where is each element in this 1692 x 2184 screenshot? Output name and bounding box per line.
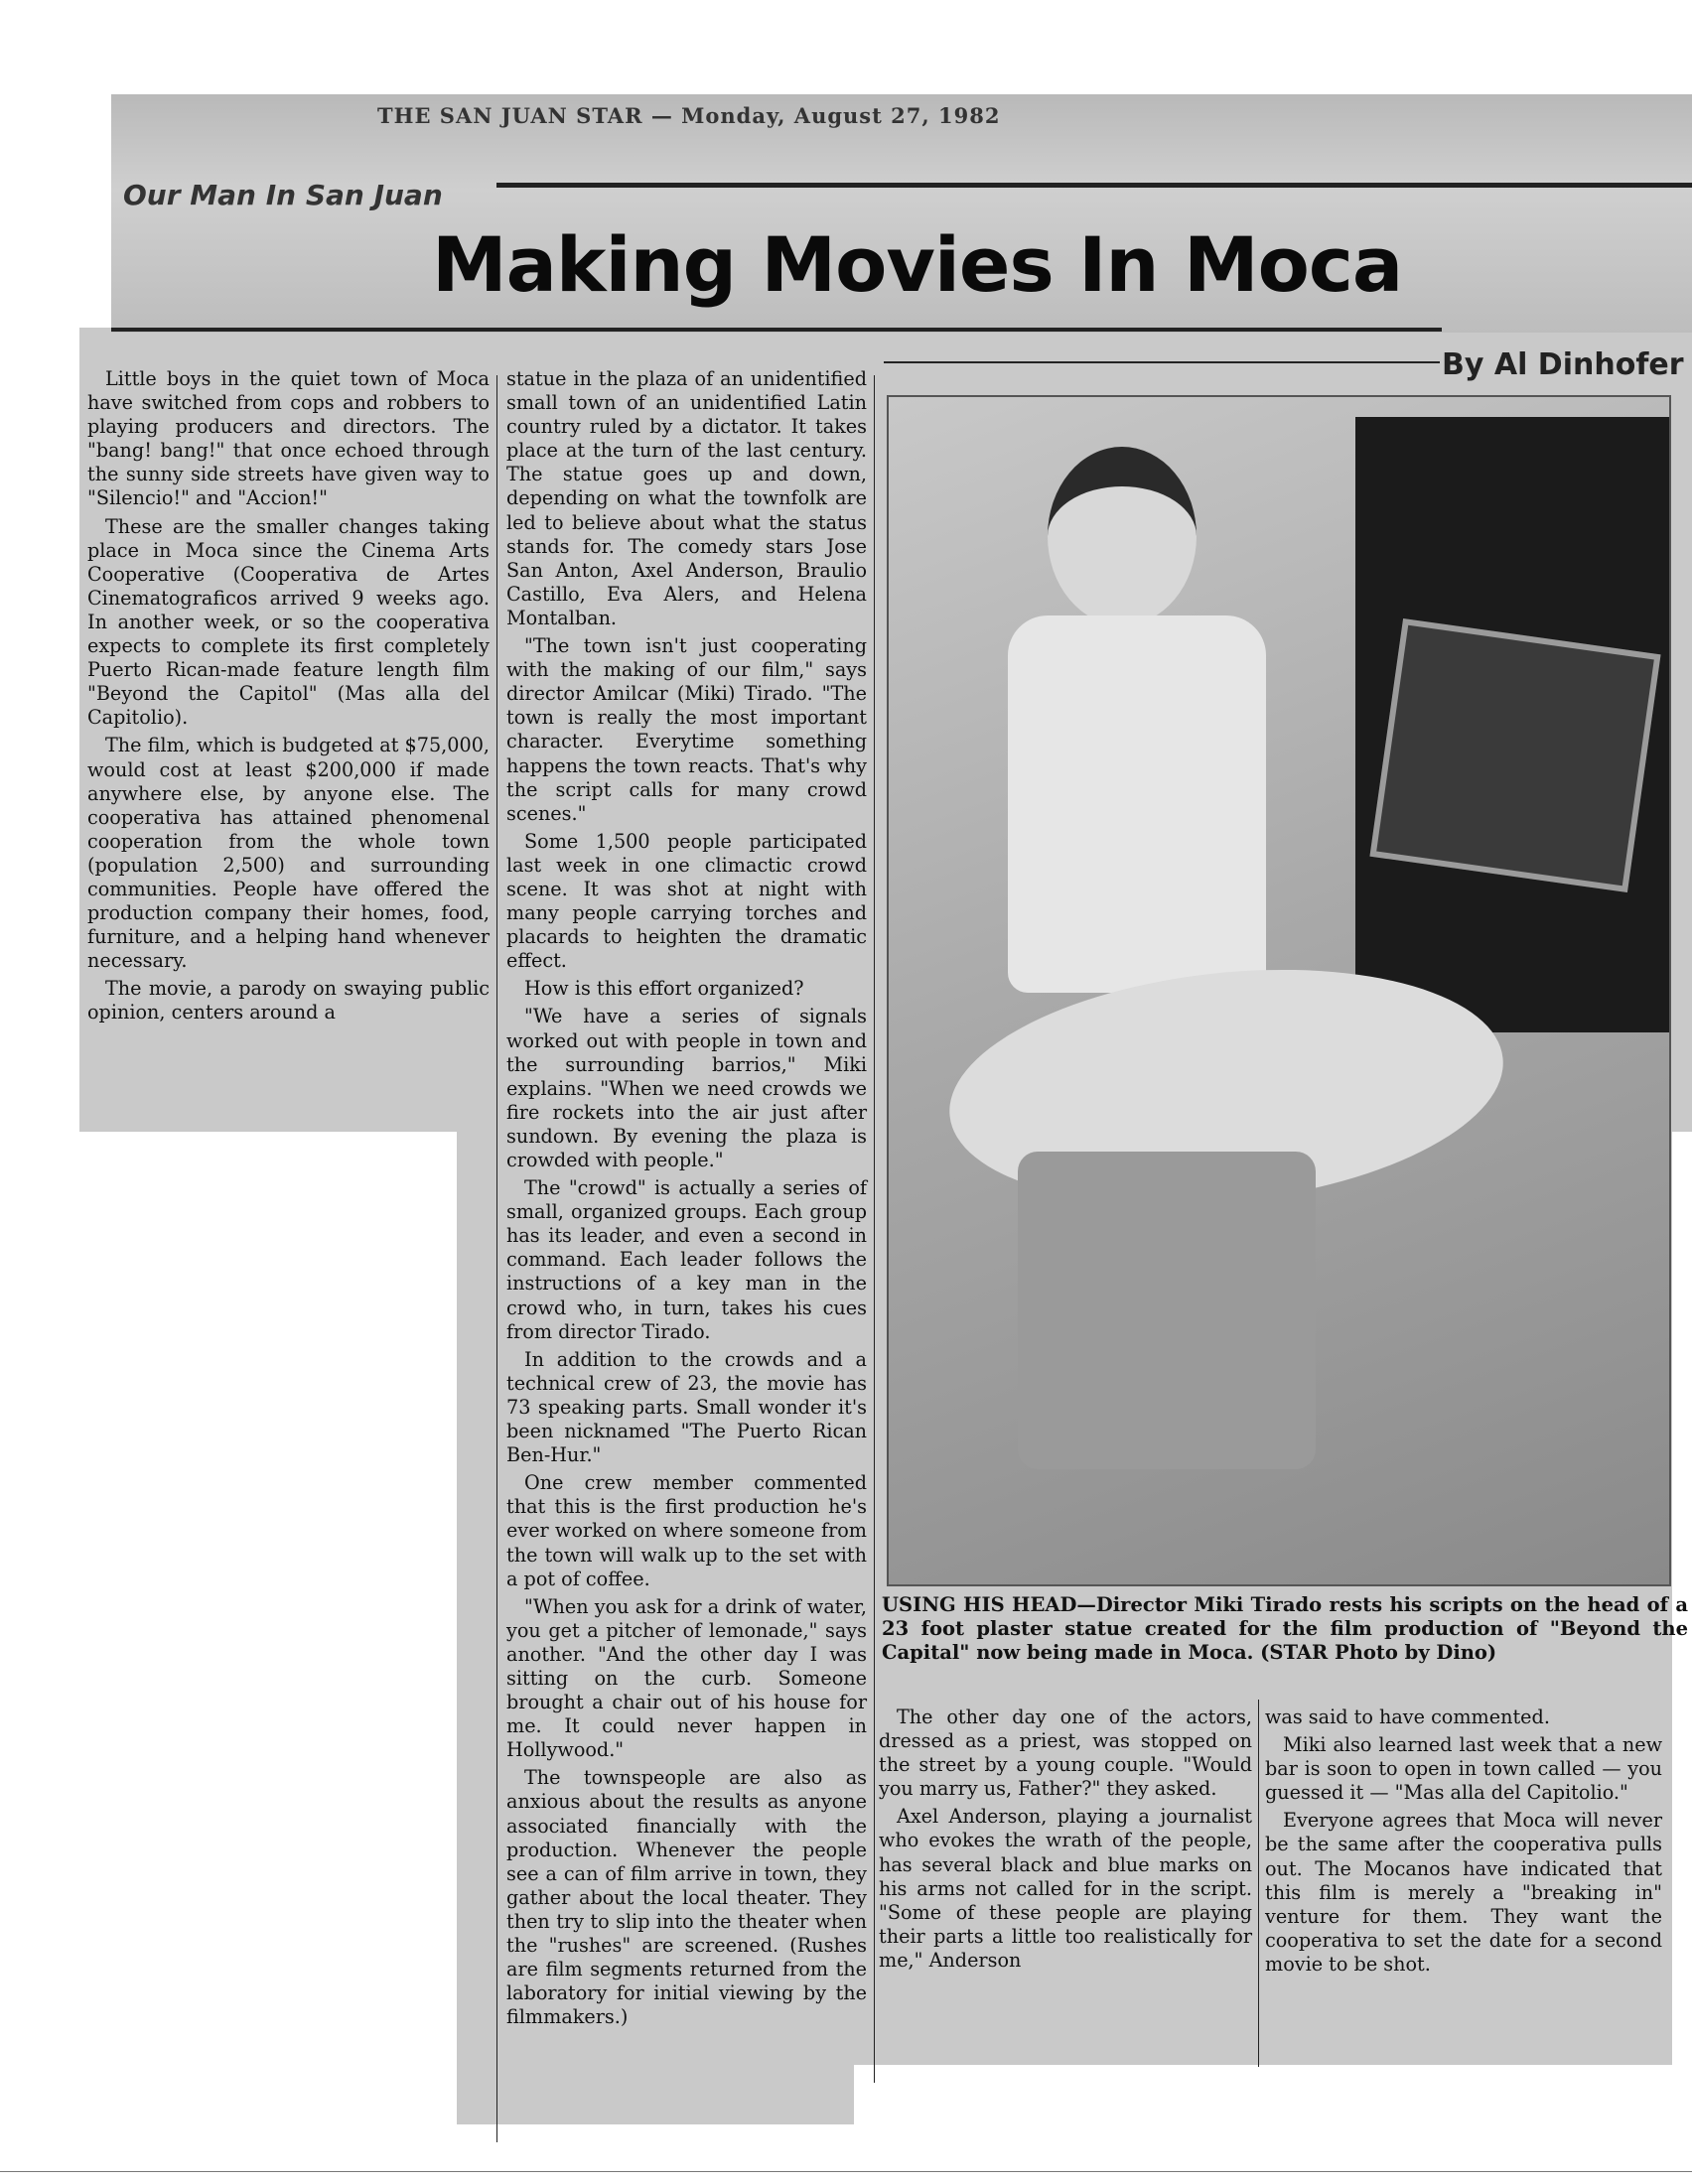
article-column-4 (1265, 1706, 1662, 1980)
kicker-rule (496, 183, 1692, 188)
photo-director-legs (1018, 1152, 1316, 1469)
paragraph: "We have a series of signals worked out with people in town and the surrounding barrios," Miki explains. "When we need crowds we fire rockets into the air just after sundown. By evening the plaza is crowded with people." (506, 1005, 867, 1171)
paragraph: "When you ask for a drink of water, you get a pitcher of lemonade," says another. "And the other day I was sitting on the curb. Someone brought a chair out of his house for me. It could never happen in Hollywood." (506, 1594, 867, 1762)
article-photo (887, 395, 1671, 1586)
photo-caption: USING HIS HEAD—Director Miki Tirado rests his scripts on the head of a 23 foot plaster statue created for the film production of "Beyond the Capital" now being made in Moca. (STAR Photo by Dino) (882, 1593, 1688, 1664)
paragraph: The movie, a parody on swaying public opinion, centers around a (87, 977, 490, 1024)
article-column-3 (879, 1706, 1252, 1977)
scan-bottom-line (0, 2171, 1692, 2172)
paragraph: The "crowd" is actually a series of small, organized groups. Each group has its leader, and even a second in command. Each leader follows the instructions of a key man in the crowd who, in turn, takes his cues from director Tirado. (506, 1176, 867, 1343)
paragraph: Everyone agrees that Moca will never be the same after the cooperativa pulls out. The Mocanos have indicated that this film is merely a "breaking in" venture for them. They want the cooperativa to set the date for a second movie to be shot. (1265, 1809, 1662, 1976)
paragraph: statue in the plaza of an unidentified small town of an unidentified Latin country ruled by a dictator. It takes place at the turn of the last century. The statue goes up and down, depending on what the townfolk are led to believe about what the status stands for. The comedy stars Jose San Anton, Axel Anderson, Braulio Castillo, Eva Alers, and Helena Montalban. (506, 367, 867, 629)
byline-rule (884, 361, 1440, 363)
paragraph: The film, which is budgeted at $75,000, would cost at least $200,000 if made anywhere else, by anyone else. The cooperativa has attained phenomenal cooperation from the whole town (population 2,500) and surrounding communities. People have offered the production company their homes, food, furniture, and a helping hand whenever necessary. (87, 734, 490, 973)
masthead: THE SAN JUAN STAR — Monday, August 27, 1982 (377, 103, 1001, 128)
paragraph: Little boys in the quiet town of Moca have switched from cops and robbers to playing producers and directors. The "bang! bang!" that once echoed through the sunny side streets have given way to "Silencio!" and "Accion!" (87, 367, 490, 510)
article-column-1 (87, 367, 490, 1029)
paragraph: was said to have commented. (1265, 1706, 1550, 1728)
paragraph: Miki also learned last week that a new bar is soon to open in town called — you guessed it — "Mas alla del Capitolio." (1265, 1733, 1662, 1805)
paragraph: Some 1,500 people participated last week in one climactic crowd scene. It was shot at night with many people carrying torches and placards to heighten the dramatic effect. (506, 829, 867, 973)
paragraph: "The town isn't just cooperating with the making of our film," says director Amilcar (Miki) Tirado. "The town is really the most important character. Everytime something happens the town reacts. That's why the script calls for many crowd scenes." (506, 634, 867, 825)
headline-rule (111, 328, 1442, 332)
paragraph: One crew member commented that this is the first production he's ever worked on where someone from the town will walk up to the set with a pot of coffee. (506, 1471, 867, 1590)
byline: By Al Dinhofer (1442, 347, 1684, 382)
column-divider-1 (496, 375, 497, 2142)
paragraph: How is this effort organized? (524, 977, 804, 1001)
photo-director-head (1048, 447, 1197, 625)
headline: Making Movies In Moca (432, 220, 1403, 309)
clipping-col2-tail (457, 2055, 854, 2124)
paragraph: The other day one of the actors, dressed as a priest, was stopped on the street by a young couple. "Would you marry us, Father?" they asked. (879, 1706, 1252, 1801)
column-divider-3 (1258, 1700, 1259, 2067)
photo-director-torso (1008, 615, 1266, 993)
column-kicker: Our Man In San Juan (123, 179, 443, 211)
photo-picture-frame (1369, 618, 1660, 892)
column-divider-2 (874, 375, 875, 2083)
paragraph: In addition to the crowds and a technical crew of 23, the movie has 73 speaking parts. Small wonder it's been nicknamed "The Puerto Rican Ben-Hur." (506, 1347, 867, 1467)
paragraph: These are the smaller changes taking place in Moca since the Cinema Arts Cooperative (Cooperativa de Artes Cinematograficos arrived 9 weeks ago. In another week, or so the cooperativa expects to complete its first completely Puerto Rican-made feature length film "Beyond the Capitol" (Mas alla del Capitolio). (87, 514, 490, 730)
paragraph: The townspeople are also as anxious about the results as anyone associated financially with the production. Whenever the people see a can of film arrive in town, they gather about the local theater. They then try to slip into the theater when the "rushes" are screened. (Rushes are film segments returned from the laboratory for initial viewing by the filmmakers.) (506, 1766, 867, 2029)
article-column-2 (506, 367, 867, 2033)
paragraph: Axel Anderson, playing a journalist who evokes the wrath of the people, has several black and blue marks on his arms not called for in the script. "Some of these people are playing their parts a little too realistically for me," Anderson (879, 1805, 1252, 1972)
